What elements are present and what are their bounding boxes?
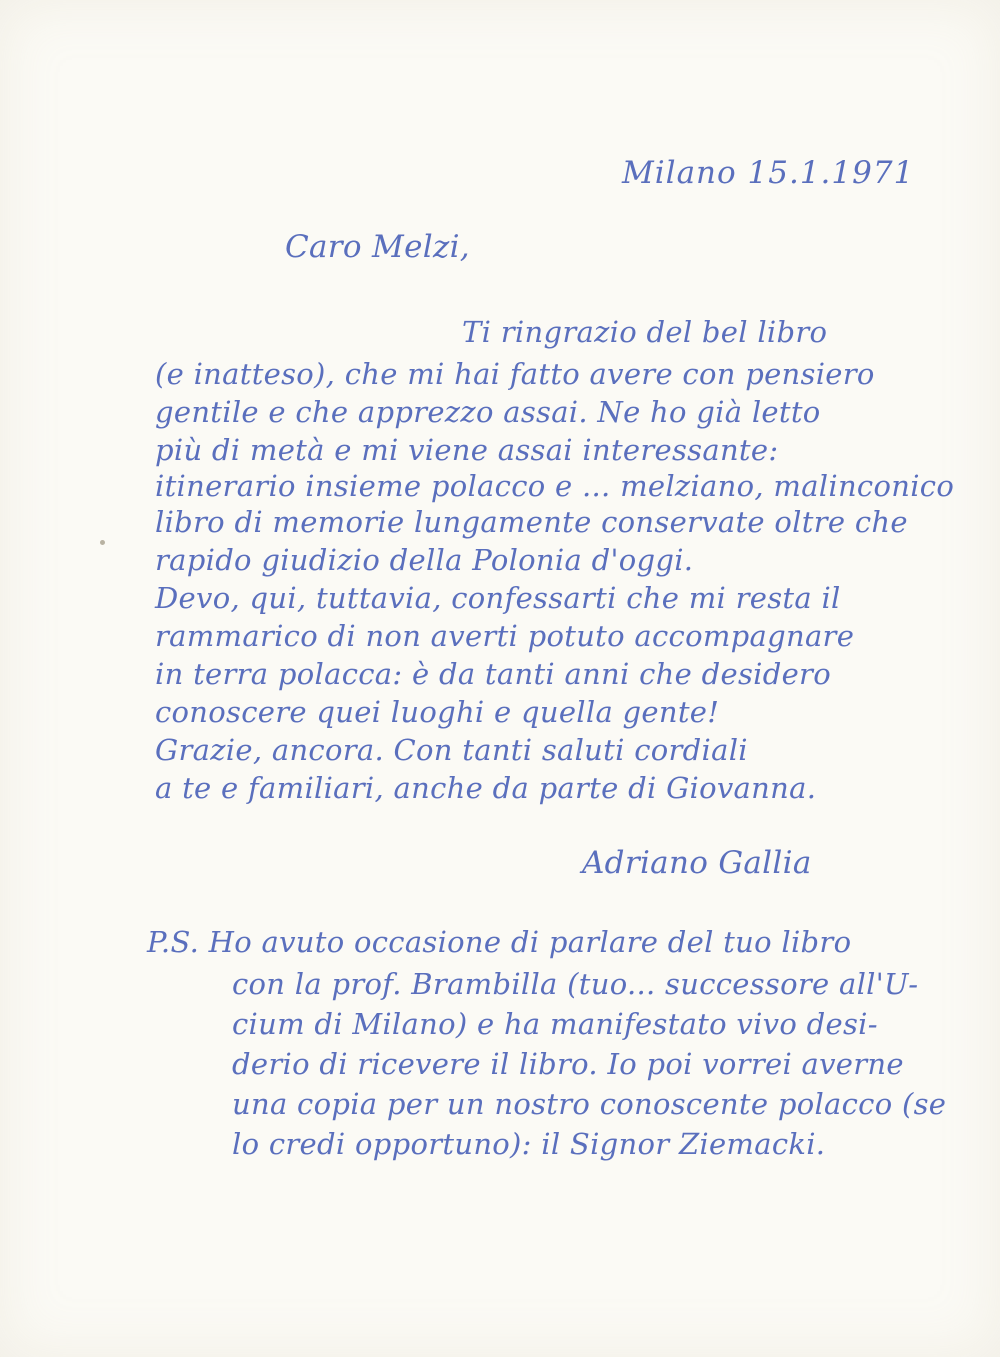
body-line: Devo, qui, tuttavia, confessarti che mi resta il xyxy=(155,581,841,615)
postscript-line: derio di ricevere il libro. Io poi vorrei averne xyxy=(232,1047,904,1081)
postscript-line: con la prof. Brambilla (tuo... successore all'U- xyxy=(232,967,919,1001)
body-line: rapido giudizio della Polonia d'oggi. xyxy=(155,543,694,577)
letter-salutation: Caro Melzi, xyxy=(285,229,470,265)
body-line: conoscere quei luoghi e quella gente! xyxy=(155,695,720,729)
body-line: Ti ringrazio del bel libro xyxy=(462,315,828,349)
signature: Adriano Gallia xyxy=(582,845,812,881)
postscript-line: una copia per un nostro conoscente polacco (se xyxy=(232,1087,947,1121)
body-line: gentile e che apprezzo assai. Ne ho già letto xyxy=(155,395,821,429)
body-line: a te e familiari, anche da parte di Giovanna. xyxy=(155,771,817,805)
body-line: più di metà e mi viene assai interessante: xyxy=(155,433,779,467)
body-line: rammarico di non averti potuto accompagnare xyxy=(155,619,855,653)
postscript-line: P.S. Ho avuto occasione di parlare del tuo libro xyxy=(147,925,852,959)
postscript-line: cium di Milano) e ha manifestato vivo desi- xyxy=(232,1007,878,1041)
body-line: itinerario insieme polacco e ... melziano, malinconico xyxy=(155,469,955,503)
postscript-line: lo credi opportuno): il Signor Ziemacki. xyxy=(232,1127,826,1161)
body-line: in terra polacca: è da tanti anni che desidero xyxy=(155,657,831,691)
letter-date: Milano 15.1.1971 xyxy=(622,155,915,191)
body-line: Grazie, ancora. Con tanti saluti cordiali xyxy=(155,733,748,767)
body-line: (e inatteso), che mi hai fatto avere con pensiero xyxy=(155,357,875,391)
ink-spot xyxy=(100,540,105,545)
body-line: libro di memorie lungamente conservate oltre che xyxy=(155,505,908,539)
